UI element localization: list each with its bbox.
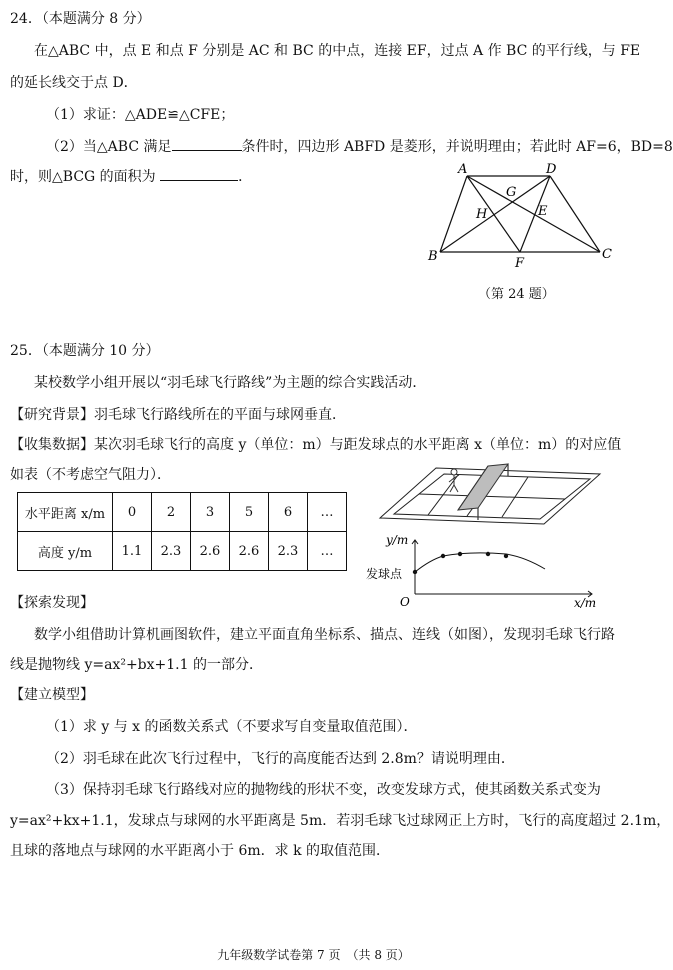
q25-collect-line2: 如表（不考虑空气阻力）． [10, 467, 171, 483]
q24-figure-caption: （第 24 题） [478, 287, 555, 302]
q25-background: 【研究背景】羽毛球飞行路线所在的平面与球网垂直． [10, 407, 346, 423]
q24-blank-area [160, 166, 238, 181]
label-H: H [476, 207, 488, 222]
table-row-label: 水平距离 x/m [18, 493, 113, 532]
q24-part2-line2 [10, 166, 252, 186]
parabola-graph [360, 532, 610, 614]
q25-part2: （2）羽毛球在此次飞行过程中，飞行的高度能否达到 2.8m？请说明理由． [46, 751, 515, 767]
label-G: G [506, 185, 517, 200]
label-B: B [428, 249, 438, 264]
table-cell: … [308, 532, 347, 571]
q24-part2-a: （2）当△ABC 满足 [46, 139, 172, 155]
explore-line1: 数学小组借助计算机画图软件，建立平面直角坐标系、描点、连线（如图），发现羽毛球飞行路 [34, 627, 615, 643]
q24-header: 24．（本题满分 8 分） [10, 11, 151, 27]
graph-serve-point-label: 发球点 [366, 567, 403, 581]
q24-stem-line1: 在△ABC 中，点 E 和点 F 分别是 AC 和 BC 的中点，连接 EF，过点 A 作 BC 的平行线，与 FE [34, 43, 641, 59]
q25-part3-line2: y=ax²+kx+1.1，发球点与球网的水平距离是 5m．若羽毛球飞过球网正上方时，飞行的高度超过 2.1m， [10, 813, 671, 829]
table-cell: 0 [113, 493, 152, 532]
data-point [486, 552, 490, 556]
q25-part1: （1）求 y 与 x 的函数关系式（不要求写自变量取值范围）． [46, 719, 418, 735]
table-cell: 2.3 [152, 532, 191, 571]
data-table [17, 492, 347, 571]
explore-line2: 线是抛物线 y=ax²+bx+1.1 的一部分． [10, 657, 263, 673]
graph-origin-label: O [400, 595, 410, 609]
q24-part2 [46, 136, 673, 156]
label-A: A [458, 162, 468, 177]
table-row [18, 532, 347, 571]
table-cell: 3 [191, 493, 230, 532]
q24-geometry-figure [420, 160, 620, 272]
graph-x-label: x/m [574, 596, 597, 610]
q24-part2-b: 条件时，四边形 ABFD 是菱形，并说明理由；若此时 AF=6，BD=8 [241, 139, 673, 155]
q24-stem-line2: 的延长线交于点 D． [10, 75, 138, 91]
table-cell: 2.6 [230, 532, 269, 571]
player-icon [449, 469, 459, 492]
table-cell: 1.1 [113, 532, 152, 571]
q25-part3-line1: （3）保持羽毛球飞行路线对应的抛物线的形状不变，改变发球方式，使其函数关系式变为 [46, 782, 601, 798]
data-point [413, 570, 417, 574]
q25-header: 25．（本题满分 10 分） [10, 343, 160, 359]
table-cell: 2 [152, 493, 191, 532]
q24-part1: （1）求证：△ADE≌△CFE； [46, 107, 235, 123]
label-D: D [546, 162, 557, 177]
table-cell: 5 [230, 493, 269, 532]
court-illustration [378, 462, 602, 528]
model-title: 【建立模型】 [10, 687, 94, 703]
q25-part3-line3: 且球的落地点与球网的水平距离小于 6m．求 k 的取值范围． [10, 843, 391, 859]
q24-part2-d: ． [238, 169, 253, 185]
label-F: F [515, 256, 525, 271]
table-row-label: 高度 y/m [18, 532, 113, 571]
page-footer: 九年级数学试卷第 7 页 （共 8 页） [217, 948, 410, 962]
graph-y-label: y/m [386, 533, 409, 547]
table-cell: 2.6 [191, 532, 230, 571]
data-point [504, 554, 508, 558]
q24-blank-condition [172, 136, 242, 151]
explore-title: 【探索发现】 [10, 595, 94, 611]
label-C: C [602, 247, 612, 262]
table-row [18, 493, 347, 532]
q25-intro: 某校数学小组开展以“羽毛球飞行路线”为主题的综合实践活动． [34, 375, 427, 391]
label-E: E [538, 204, 548, 219]
q24-part2-c: 时，则△BCG 的面积为 [10, 169, 156, 185]
data-point [458, 552, 462, 556]
data-point [441, 554, 445, 558]
table-cell: 2.3 [269, 532, 308, 571]
q25-collect-line1: 【收集数据】某次羽毛球飞行的高度 y（单位：m）与距发球点的水平距离 x（单位：m）的对应值 [10, 437, 622, 453]
table-cell: … [308, 493, 347, 532]
table-cell: 6 [269, 493, 308, 532]
